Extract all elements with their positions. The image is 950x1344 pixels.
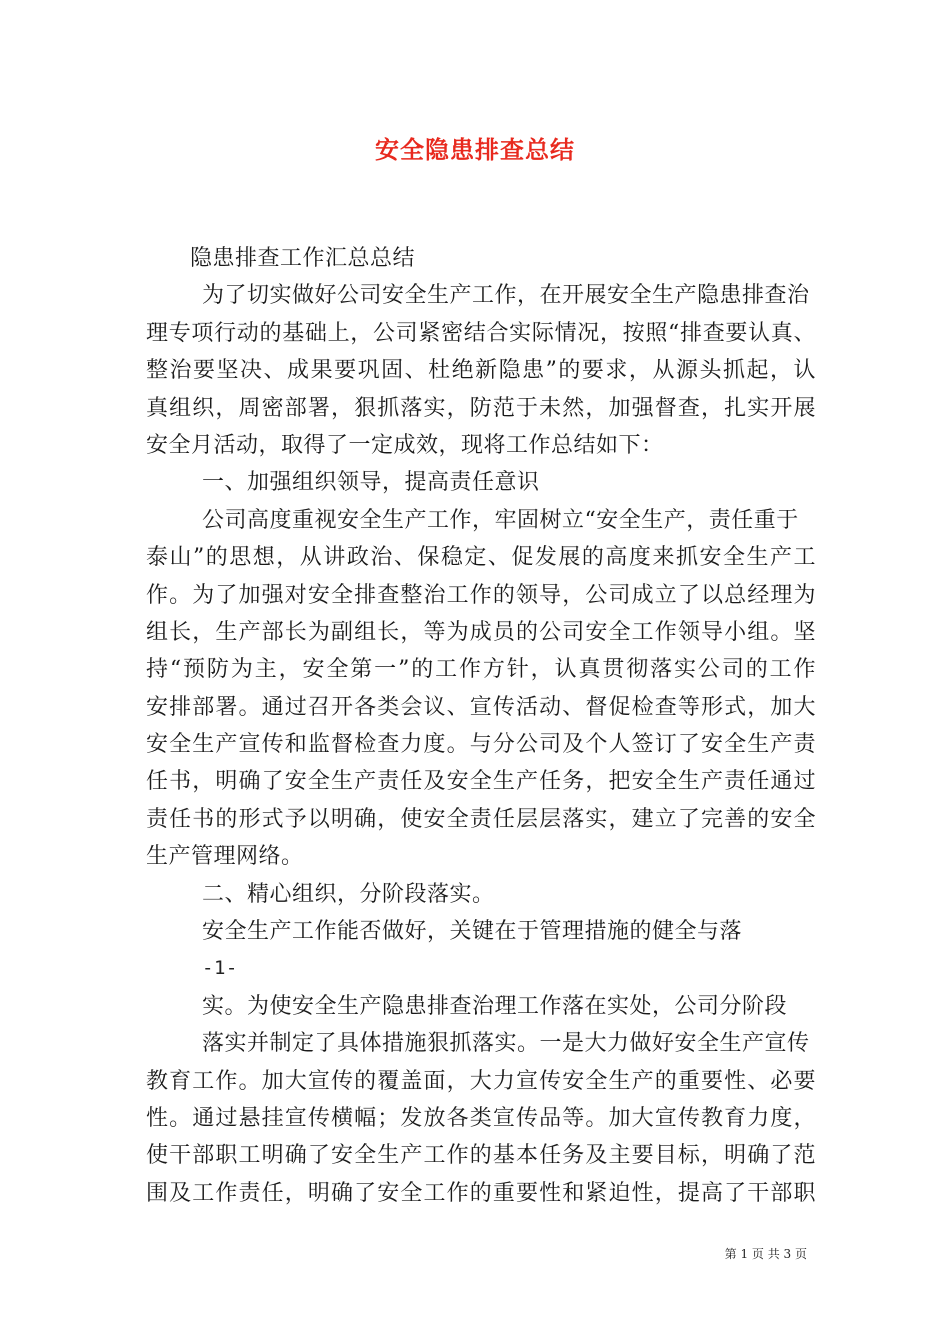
- document-body: [146, 240, 816, 1212]
- paragraph-line: 为了切实做好公司安全生产工作，在开展安全生产隐患排查治: [202, 283, 810, 309]
- paragraph-line: 作。为了加强对安全排查整治工作的领导，公司成立了以总经理为: [146, 582, 816, 608]
- paragraph-line: 安全生产工作能否做好，关键在于管理措施的健全与落: [202, 919, 743, 945]
- paragraph-line: 围及工作责任，明确了安全工作的重要性和紧迫性，提高了干部职: [146, 1180, 816, 1206]
- inline-page-number: -1-: [202, 957, 238, 980]
- paragraph-line: 理专项行动的基础上，公司紧密结合实际情况，按照“排查要认真、: [146, 320, 816, 346]
- section-heading: 一、加强组织领导，提高责任意识: [202, 470, 540, 496]
- paragraph-line: 使干部职工明确了安全生产工作的基本任务及主要目标，明确了范: [146, 1143, 816, 1169]
- paragraph-line: 性。通过悬挂宣传横幅；发放各类宣传品等。加大宣传教育力度，: [146, 1105, 816, 1131]
- paragraph-line: 安全月活动，取得了一定成效，现将工作总结如下：: [146, 432, 664, 458]
- paragraph-line: 真组织，周密部署，狠抓落实，防范于未然，加强督查，扎实开展: [146, 395, 816, 421]
- paragraph-line: 实。为使安全生产隐患排查治理工作落在实处，公司分阶段: [202, 993, 788, 1019]
- paragraph-line: 安全生产宣传和监督检查力度。与分公司及个人签订了安全生产责: [146, 732, 816, 758]
- page-footer: 第 1 页 共 3 页: [724, 1247, 807, 1261]
- paragraph-line: 生产管理网络。: [146, 844, 304, 870]
- paragraph-line: 任书，明确了安全生产责任及安全生产任务，把安全生产责任通过: [146, 769, 816, 795]
- document-title: 安全隐患排查总结: [375, 135, 575, 164]
- paragraph-line: 教育工作。加大宣传的覆盖面，大力宣传安全生产的重要性、必要: [146, 1068, 816, 1094]
- paragraph-line: 责任书的形式予以明确，使安全责任层层落实，建立了完善的安全: [146, 806, 816, 832]
- paragraph-line: 泰山”的思想，从讲政治、保稳定、促发展的高度来抓安全生产工: [146, 545, 816, 571]
- paragraph-line: 整治要坚决、成果要巩固、杜绝新隐患”的要求，从源头抓起，认: [146, 358, 816, 384]
- section-heading: 隐患排查工作汇总总结: [190, 246, 416, 271]
- paragraph-line: 公司高度重视安全生产工作，牢固树立“安全生产，责任重于: [202, 507, 799, 533]
- paragraph-line: 持“预防为主，安全第一”的工作方针，认真贯彻落实公司的工作: [146, 657, 816, 683]
- section-heading: 二、精心组织，分阶段落实。: [202, 881, 495, 907]
- paragraph-line: 安排部署。通过召开各类会议、宣传活动、督促检查等形式，加大: [146, 694, 816, 720]
- paragraph-line: 组长，生产部长为副组长，等为成员的公司安全工作领导小组。坚: [146, 619, 816, 645]
- paragraph-line: 落实并制定了具体措施狠抓落实。一是大力做好安全生产宣传: [202, 1031, 810, 1057]
